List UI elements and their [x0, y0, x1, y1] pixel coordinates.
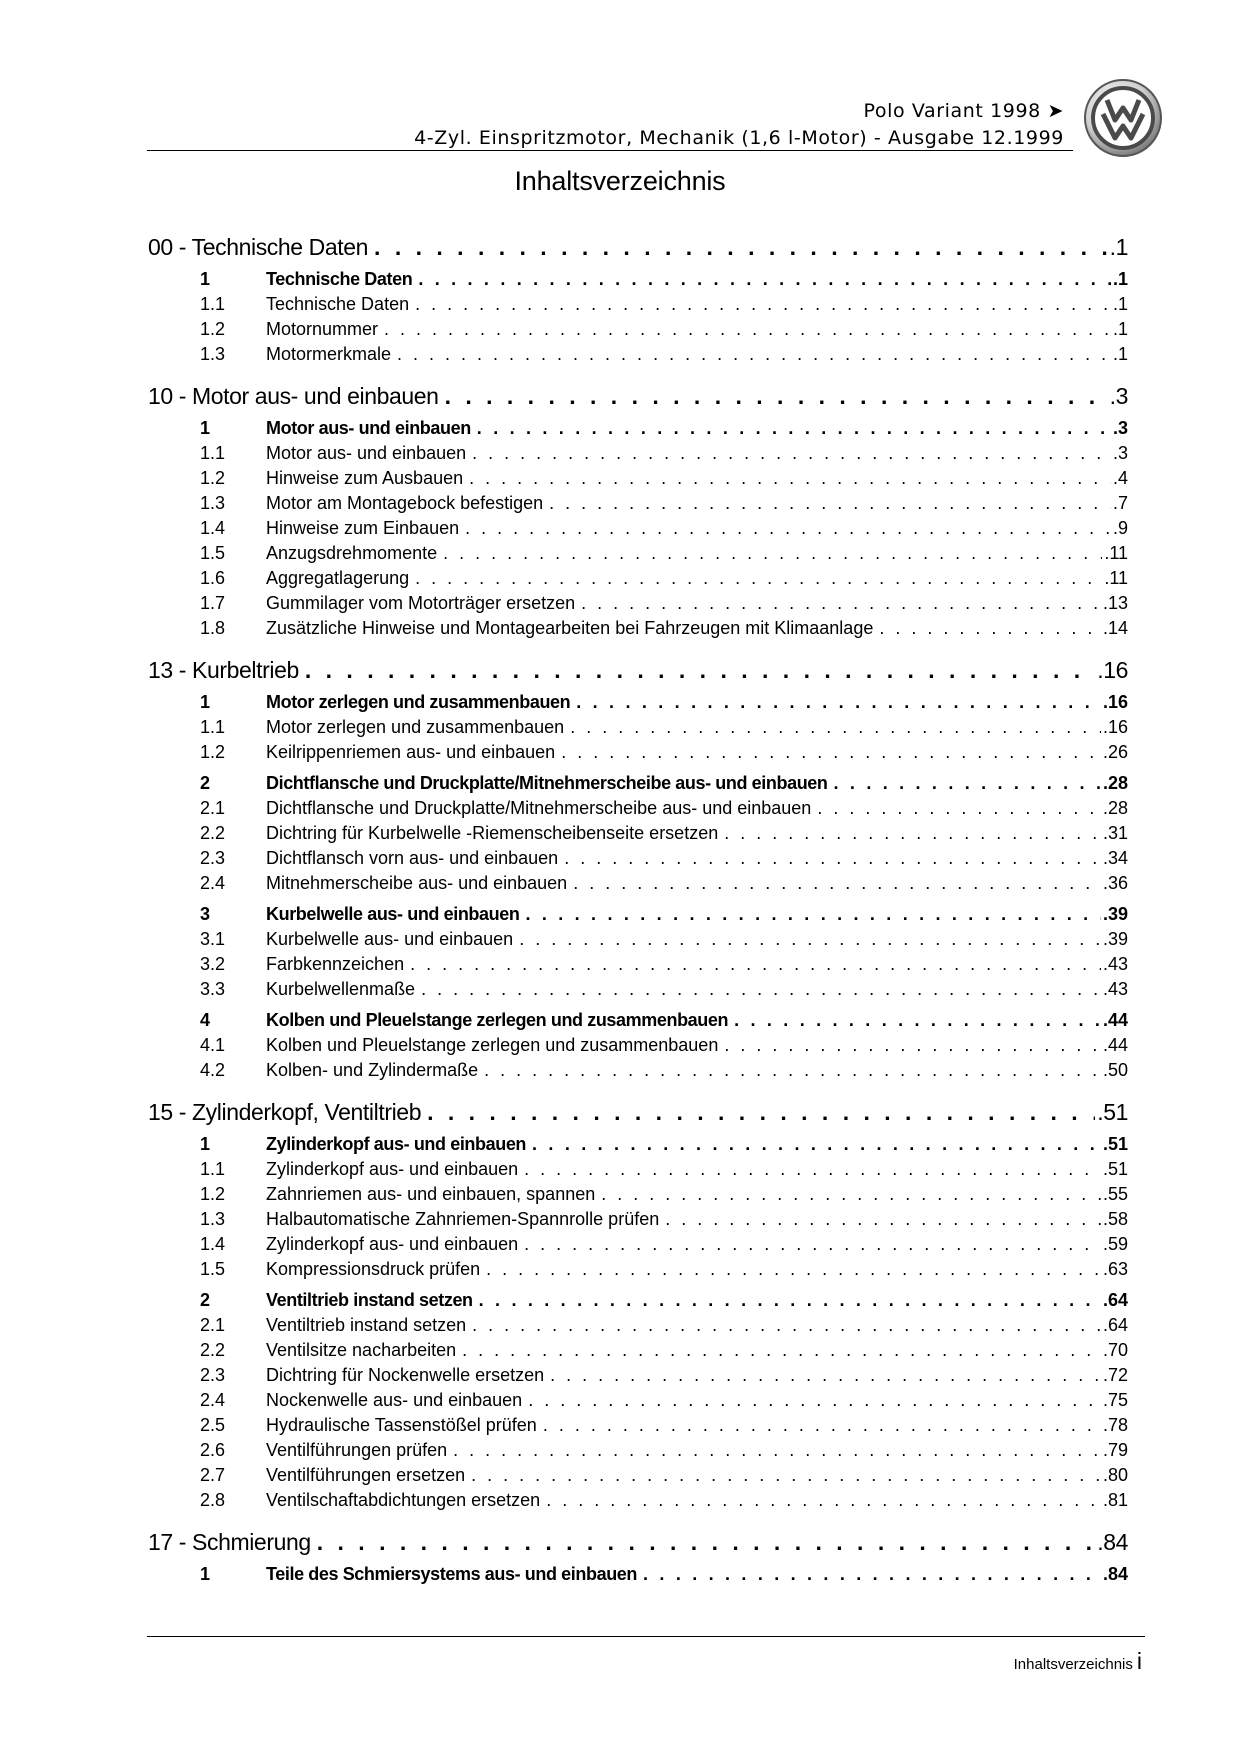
toc-entry-number: 1.1 [200, 1159, 226, 1179]
toc-entry-number: 3.3 [200, 979, 226, 999]
toc-entry-page: .51 [1102, 1159, 1128, 1179]
toc-entry-label [148, 1099, 421, 1126]
toc-entry-label [200, 1440, 447, 1461]
toc-entry-title: Kolben und Pleuelstange zerlegen und zusammenbauen [266, 1035, 719, 1055]
dot-leader [479, 1290, 1101, 1311]
toc-entry-number: 2.4 [200, 873, 226, 893]
toc-subsection[interactable] [148, 1440, 1128, 1465]
dot-leader [477, 418, 1111, 439]
toc-entry-label [148, 657, 299, 684]
toc-entry-label [200, 344, 391, 365]
toc-entry-label [200, 798, 811, 819]
toc-entry-number: 2.1 [200, 798, 226, 818]
toc-entry-page: .72 [1102, 1365, 1128, 1385]
toc-entry-number: 2.6 [200, 1440, 226, 1460]
toc-entry-title: Motor am Montagebock befestigen [266, 493, 544, 513]
toc-entry-number: 2.2 [200, 1340, 226, 1360]
toc-subsection[interactable] [148, 873, 1128, 898]
toc-entry-label [200, 1134, 526, 1155]
toc-section[interactable] [148, 1010, 1128, 1035]
toc-entry-title: Technische Daten [266, 294, 410, 314]
toc-entry-title: 00 - Technische Daten [148, 234, 369, 260]
toc-entry-number: 1.5 [200, 543, 226, 563]
toc-entry-title: Hinweise zum Ausbauen [266, 468, 464, 488]
toc-section[interactable] [148, 692, 1128, 717]
toc-entry-title: Kompressionsdruck prüfen [266, 1259, 481, 1279]
toc-subsection[interactable] [148, 1365, 1128, 1390]
toc-entry-label [200, 593, 575, 614]
toc-entry-title: Nockenwelle aus- und einbauen [266, 1390, 523, 1410]
toc-entry-page: .80 [1102, 1465, 1128, 1485]
dot-leader [427, 1099, 1095, 1126]
toc-entry-label [200, 493, 543, 514]
toc-subsection[interactable] [148, 1490, 1128, 1515]
toc-entry-title: Motornummer [266, 319, 379, 339]
toc-entry-page: .1 [1112, 344, 1128, 364]
toc-entry-label [200, 1490, 540, 1511]
header-model: Polo Variant 1998 ➤ [863, 100, 1064, 122]
toc-entry-title: 15 - Zylinderkopf, Ventiltrieb [148, 1099, 422, 1125]
toc-section[interactable] [148, 1564, 1128, 1589]
toc-entry-title: Teile des Schmiersystems aus- und einbauen [266, 1564, 638, 1584]
toc-entry-number: 1 [200, 1564, 210, 1584]
toc-entry-label [200, 1060, 478, 1081]
toc-entry-title: Zusätzliche Hinweise und Montagearbeiten bei Fahrzeugen mit Klimaanlage [266, 618, 874, 638]
toc-entry-label [200, 848, 558, 869]
toc-entry-page: .3 [1112, 418, 1128, 438]
dot-leader [528, 1390, 1101, 1411]
toc-entry-page: .64 [1102, 1290, 1128, 1310]
toc-entry-page: .81 [1102, 1490, 1128, 1510]
toc-entry-page: .79 [1102, 1440, 1128, 1460]
toc-entry-page: .84 [1097, 1529, 1128, 1555]
toc-entry-number: 1 [200, 269, 210, 289]
toc-entry-title: Dichtring für Kurbelwelle -Riemenscheibenseite ersetzen [266, 823, 719, 843]
toc-entry-label [200, 518, 459, 539]
toc-entry-number: 2.5 [200, 1415, 226, 1435]
toc-entry-label [200, 269, 412, 290]
toc-entry-title: Dichtring für Nockenwelle ersetzen [266, 1365, 545, 1385]
toc-subsection[interactable] [148, 848, 1128, 873]
toc-entry-title: Kurbelwelle aus- und einbauen [266, 904, 520, 924]
toc-entry-number: 1.2 [200, 468, 226, 488]
toc-entry-label [200, 543, 437, 564]
toc-entry-number: 1.6 [200, 568, 226, 588]
toc-subsection[interactable] [148, 1209, 1128, 1234]
toc-entry-title: Ventilführungen prüfen [266, 1440, 448, 1460]
toc-entry-label [200, 1465, 465, 1486]
dot-leader [543, 1415, 1101, 1436]
toc-entry-label [200, 873, 567, 894]
dot-leader [524, 1234, 1101, 1255]
dot-leader [415, 568, 1102, 589]
toc-subsection[interactable] [148, 742, 1128, 767]
dot-leader [532, 1134, 1101, 1155]
toc-entry-label [200, 773, 828, 794]
toc-entry-title: Dichtflansche und Druckplatte/Mitnehmerscheibe aus- und einbauen [266, 773, 828, 793]
toc-entry-label [200, 418, 471, 439]
toc-entry-title: Kolben und Pleuelstange zerlegen und zusammenbauen [266, 1010, 729, 1030]
toc-subsection[interactable] [148, 1340, 1128, 1365]
toc-entry-page: .43 [1102, 954, 1128, 974]
dot-leader [443, 543, 1102, 564]
toc-entry-title: Zylinderkopf aus- und einbauen [266, 1159, 519, 1179]
toc-entry-page: .13 [1102, 593, 1128, 613]
toc-subsection[interactable] [148, 344, 1128, 369]
toc-entry-number: 1.4 [200, 1234, 226, 1254]
toc-subsection[interactable] [148, 823, 1128, 848]
dot-leader [817, 798, 1101, 819]
toc-entry-page: .1 [1109, 234, 1128, 260]
toc-entry-label [200, 1315, 466, 1336]
footer-rule [147, 1636, 1145, 1637]
toc-entry-title: Hydraulische Tassenstößel prüfen [266, 1415, 537, 1435]
toc-entry-title: Kurbelwelle aus- und einbauen [266, 929, 514, 949]
toc-entry-label [200, 618, 873, 639]
toc-entry-number: 4.1 [200, 1035, 226, 1055]
toc-entry-label [200, 954, 404, 975]
toc-entry-page: .44 [1102, 1035, 1128, 1055]
dot-leader [550, 1365, 1101, 1386]
toc-entry-label [148, 234, 368, 261]
dot-leader [421, 979, 1101, 1000]
toc-subsection[interactable] [148, 1060, 1128, 1085]
toc-entry-label [200, 1010, 728, 1031]
toc-entry-page: .16 [1102, 717, 1128, 737]
toc-entry-label [200, 904, 519, 925]
dot-leader [546, 1490, 1101, 1511]
toc-entry-title: Technische Daten [266, 269, 413, 289]
toc-entry-title: Zahnriemen aus- und einbauen, spannen [266, 1184, 596, 1204]
toc-entry-number: 4.2 [200, 1060, 226, 1080]
toc-entry-page: .64 [1102, 1315, 1128, 1335]
toc-entry-title: Zylinderkopf aus- und einbauen [266, 1234, 519, 1254]
dot-leader [524, 1159, 1101, 1180]
toc-entry-number: 3.1 [200, 929, 226, 949]
toc-entry-page: .3 [1109, 383, 1128, 409]
toc-entry-number: 1.7 [200, 593, 226, 613]
toc-chapter[interactable] [148, 1529, 1128, 1564]
toc-entry-number: 3.2 [200, 954, 226, 974]
toc-entry-number: 4 [200, 1010, 210, 1030]
toc-entry-title: Motor aus- und einbauen [266, 418, 471, 438]
toc-subsection[interactable] [148, 319, 1128, 344]
header-subtitle: 4-Zyl. Einspritzmotor, Mechanik (1,6 l-Motor) - Ausgabe 12.1999 [414, 127, 1064, 149]
toc-entry-page: .51 [1097, 1099, 1128, 1125]
toc-entry-title: Motor aus- und einbauen [266, 443, 467, 463]
toc-entry-label [200, 468, 463, 489]
toc-entry-label [200, 1415, 537, 1436]
toc-entry-page: .28 [1102, 773, 1128, 793]
toc-entry-number: 2.1 [200, 1315, 226, 1335]
toc-entry-page: .55 [1102, 1184, 1128, 1204]
toc-entry-page: .84 [1102, 1564, 1128, 1584]
toc-entry-page: .59 [1102, 1234, 1128, 1254]
header-rule [147, 150, 1073, 151]
toc-entry-page: .4 [1112, 468, 1128, 488]
toc-subsection[interactable] [148, 543, 1128, 568]
toc-entry-label [148, 1529, 311, 1556]
dot-leader [471, 1465, 1101, 1486]
toc-entry-number: 1.1 [200, 443, 226, 463]
toc-entry-number: 1.2 [200, 1184, 226, 1204]
toc-chapter[interactable] [148, 1099, 1128, 1134]
dot-leader [724, 1035, 1101, 1056]
toc-entry-title: Ventiltrieb instand setzen [266, 1315, 467, 1335]
toc-entry-label [200, 294, 409, 315]
toc-entry-number: 2 [200, 773, 210, 793]
toc-entry-number: 1.3 [200, 344, 226, 364]
toc-entry-title: Keilrippenriemen aus- und einbauen [266, 742, 556, 762]
toc-entry-title: Ventilschaftabdichtungen ersetzen [266, 1490, 541, 1510]
toc-section[interactable] [148, 773, 1128, 798]
toc-subsection[interactable] [148, 798, 1128, 823]
toc-entry-page: .28 [1102, 798, 1128, 818]
toc-subsection[interactable] [148, 929, 1128, 954]
toc-entry-number: 1 [200, 692, 210, 712]
toc-subsection[interactable] [148, 1184, 1128, 1209]
toc-entry-title: Kurbelwellenmaße [266, 979, 416, 999]
toc-entry-number: 2.2 [200, 823, 226, 843]
vw-logo-icon [1083, 78, 1163, 158]
footer-label: Inhaltsverzeichnis [1013, 1656, 1133, 1673]
toc-entry-label [200, 1340, 456, 1361]
toc-entry-label [200, 742, 555, 763]
toc-entry-title: 10 - Motor aus- und einbauen [148, 383, 439, 409]
toc-subsection[interactable] [148, 1465, 1128, 1490]
toc-subsection[interactable] [148, 1159, 1128, 1184]
toc-entry-page: .75 [1102, 1390, 1128, 1410]
toc-subsection[interactable] [148, 717, 1128, 742]
toc-entry-label [200, 319, 378, 340]
toc-entry-number: 1 [200, 1134, 210, 1154]
toc-entry-label [200, 443, 466, 464]
toc-entry-page: .63 [1102, 1259, 1128, 1279]
toc-entry-page: .16 [1097, 657, 1128, 683]
toc-entry-title: Kolben- und Zylindermaße [266, 1060, 479, 1080]
toc-chapter[interactable] [148, 657, 1128, 692]
toc-entry-page: .43 [1102, 979, 1128, 999]
dot-leader [581, 593, 1101, 614]
toc-chapter[interactable] [148, 234, 1128, 269]
toc-entry-label [200, 1035, 718, 1056]
dot-leader [410, 954, 1101, 975]
dot-leader [665, 1209, 1101, 1230]
toc-entry-title: Farbkennzeichen [266, 954, 405, 974]
toc-entry-title: Ventilsitze nacharbeiten [266, 1340, 457, 1360]
toc-subsection[interactable] [148, 1259, 1128, 1284]
toc-entry-title: Anzugsdrehmomente [266, 543, 438, 563]
toc-entry-number: 2 [200, 1290, 210, 1310]
toc-entry-title: Halbautomatische Zahnriemen-Spannrolle prüfen [266, 1209, 660, 1229]
toc-entry-page: .11 [1104, 568, 1128, 588]
dot-leader [465, 518, 1111, 539]
toc-subsection[interactable] [148, 518, 1128, 543]
toc-entry-number: 1.4 [200, 518, 226, 538]
toc-entry-title: Mitnehmerscheibe aus- und einbauen [266, 873, 568, 893]
toc-entry-page: .50 [1102, 1060, 1128, 1080]
dot-leader [519, 929, 1101, 950]
dot-leader [724, 823, 1101, 844]
toc-entry-page: .1 [1112, 294, 1128, 314]
toc-entry-label [200, 1209, 659, 1230]
toc-entry-title: Motor zerlegen und zusammenbauen [266, 717, 565, 737]
toc-entry-page: .44 [1102, 1010, 1128, 1030]
toc-entry-label [200, 1259, 480, 1280]
toc-entry-title: Aggregatlagerung [266, 568, 410, 588]
dot-leader [549, 493, 1111, 514]
dot-leader [397, 344, 1111, 365]
toc-subsection[interactable] [148, 1315, 1128, 1340]
toc-entry-title: Motor zerlegen und zusammenbauen [266, 692, 571, 712]
toc-entry-page: .16 [1102, 692, 1128, 712]
toc-entry-page: .9 [1112, 518, 1128, 538]
toc-subsection[interactable] [148, 443, 1128, 468]
toc-entry-number: 1.8 [200, 618, 226, 638]
toc-subsection[interactable] [148, 1234, 1128, 1259]
toc-section[interactable] [148, 269, 1128, 294]
toc-subsection[interactable] [148, 294, 1128, 319]
toc-entry-title: Hinweise zum Einbauen [266, 518, 460, 538]
toc-entry-label [200, 1234, 518, 1255]
toc-entry-title: Motormerkmale [266, 344, 392, 364]
toc-entry-label [200, 979, 415, 1000]
dot-leader [834, 773, 1101, 794]
toc-entry-number: 1.2 [200, 742, 226, 762]
toc-entry-page: .39 [1102, 929, 1128, 949]
toc-entry-page: .39 [1102, 904, 1128, 924]
dot-leader [573, 873, 1101, 894]
dot-leader [415, 294, 1111, 315]
toc-entry-page: .78 [1102, 1415, 1128, 1435]
toc-entry-page: .11 [1104, 543, 1128, 563]
toc-subsection[interactable] [148, 568, 1128, 593]
toc-entry-number: 1 [200, 418, 210, 438]
toc-entry-title: Dichtflansche und Druckplatte/Mitnehmerscheibe aus- und einbauen [266, 798, 812, 818]
toc-entry-title: Ventilführungen ersetzen [266, 1465, 466, 1485]
toc-entry-title: 13 - Kurbeltrieb [148, 657, 299, 683]
toc-entry-label [200, 823, 718, 844]
toc-subsection[interactable] [148, 493, 1128, 518]
dot-leader [879, 618, 1101, 639]
toc-entry-number: 1.1 [200, 717, 226, 737]
toc-entry-page: .70 [1102, 1340, 1128, 1360]
toc-entry-page: .14 [1102, 618, 1128, 638]
toc-entry-number: 1.3 [200, 1209, 226, 1229]
dot-leader [472, 443, 1111, 464]
dot-leader [462, 1340, 1101, 1361]
toc-entry-number: 2.8 [200, 1490, 226, 1510]
footer [1014, 1648, 1142, 1675]
toc-section[interactable] [148, 904, 1128, 929]
toc-entry-label [148, 383, 439, 410]
toc-entry-label [200, 1290, 473, 1311]
toc-entry-number: 2.3 [200, 848, 226, 868]
dot-leader [525, 904, 1101, 925]
toc-entry-page: .1 [1112, 269, 1128, 289]
dot-leader [453, 1440, 1101, 1461]
toc-entry-title: Gummilager vom Motorträger ersetzen [266, 593, 576, 613]
toc-subsection[interactable] [148, 954, 1128, 979]
dot-leader [484, 1060, 1101, 1081]
toc-entry-page: .34 [1102, 848, 1128, 868]
table-of-contents [148, 234, 1128, 1589]
toc-entry-title: 17 - Schmierung [148, 1529, 311, 1555]
toc-entry-page: .36 [1102, 873, 1128, 893]
dot-leader [472, 1315, 1101, 1336]
toc-entry-label [200, 692, 570, 713]
toc-subsection[interactable] [148, 593, 1128, 618]
toc-subsection[interactable] [148, 468, 1128, 493]
toc-entry-number: 2.4 [200, 1390, 226, 1410]
toc-section[interactable] [148, 1290, 1128, 1315]
toc-entry-number: 1.2 [200, 319, 226, 339]
toc-entry-number: 3 [200, 904, 210, 924]
dot-leader [445, 383, 1108, 410]
toc-entry-title: Ventiltrieb instand setzen [266, 1290, 473, 1310]
toc-entry-number: 1.1 [200, 294, 226, 314]
toc-chapter[interactable] [148, 383, 1128, 418]
toc-entry-label [200, 568, 409, 589]
dot-leader [564, 848, 1101, 869]
page-title: Inhaltsverzeichnis [514, 166, 726, 196]
dot-leader [570, 717, 1101, 738]
dot-leader [374, 234, 1108, 261]
dot-leader [576, 692, 1101, 713]
toc-entry-label [200, 717, 564, 738]
footer-page-number: i [1136, 1648, 1142, 1674]
dot-leader [601, 1184, 1101, 1205]
toc-entry-page: .31 [1102, 823, 1128, 843]
dot-leader [486, 1259, 1101, 1280]
dot-leader [317, 1529, 1095, 1556]
toc-section[interactable] [148, 418, 1128, 443]
dot-leader [418, 269, 1111, 290]
toc-entry-number: 1.5 [200, 1259, 226, 1279]
toc-subsection[interactable] [148, 618, 1128, 643]
dot-leader [643, 1564, 1101, 1585]
dot-leader [384, 319, 1111, 340]
toc-entry-number: 2.3 [200, 1365, 226, 1385]
toc-entry-page: .51 [1102, 1134, 1128, 1154]
toc-subsection[interactable] [148, 1035, 1128, 1060]
toc-entry-page: .3 [1112, 443, 1128, 463]
toc-entry-label [200, 1184, 595, 1205]
dot-leader [734, 1010, 1101, 1031]
toc-entry-label [200, 1365, 544, 1386]
toc-section[interactable] [148, 1134, 1128, 1159]
toc-entry-title: Zylinderkopf aus- und einbauen [266, 1134, 527, 1154]
toc-entry-number: 2.7 [200, 1465, 226, 1485]
toc-entry-page: .58 [1102, 1209, 1128, 1229]
toc-entry-label [200, 929, 513, 950]
toc-entry-page: .7 [1112, 493, 1128, 513]
toc-entry-title: Dichtflansch vorn aus- und einbauen [266, 848, 559, 868]
toc-entry-number: 1.3 [200, 493, 226, 513]
toc-entry-label [200, 1159, 518, 1180]
dot-leader [469, 468, 1111, 489]
toc-entry-label [200, 1390, 522, 1411]
dot-leader [305, 657, 1095, 684]
dot-leader [561, 742, 1101, 763]
toc-subsection[interactable] [148, 1390, 1128, 1415]
toc-subsection[interactable] [148, 979, 1128, 1004]
toc-entry-page: .26 [1102, 742, 1128, 762]
toc-entry-label [200, 1564, 637, 1585]
toc-entry-page: .1 [1112, 319, 1128, 339]
toc-subsection[interactable] [148, 1415, 1128, 1440]
